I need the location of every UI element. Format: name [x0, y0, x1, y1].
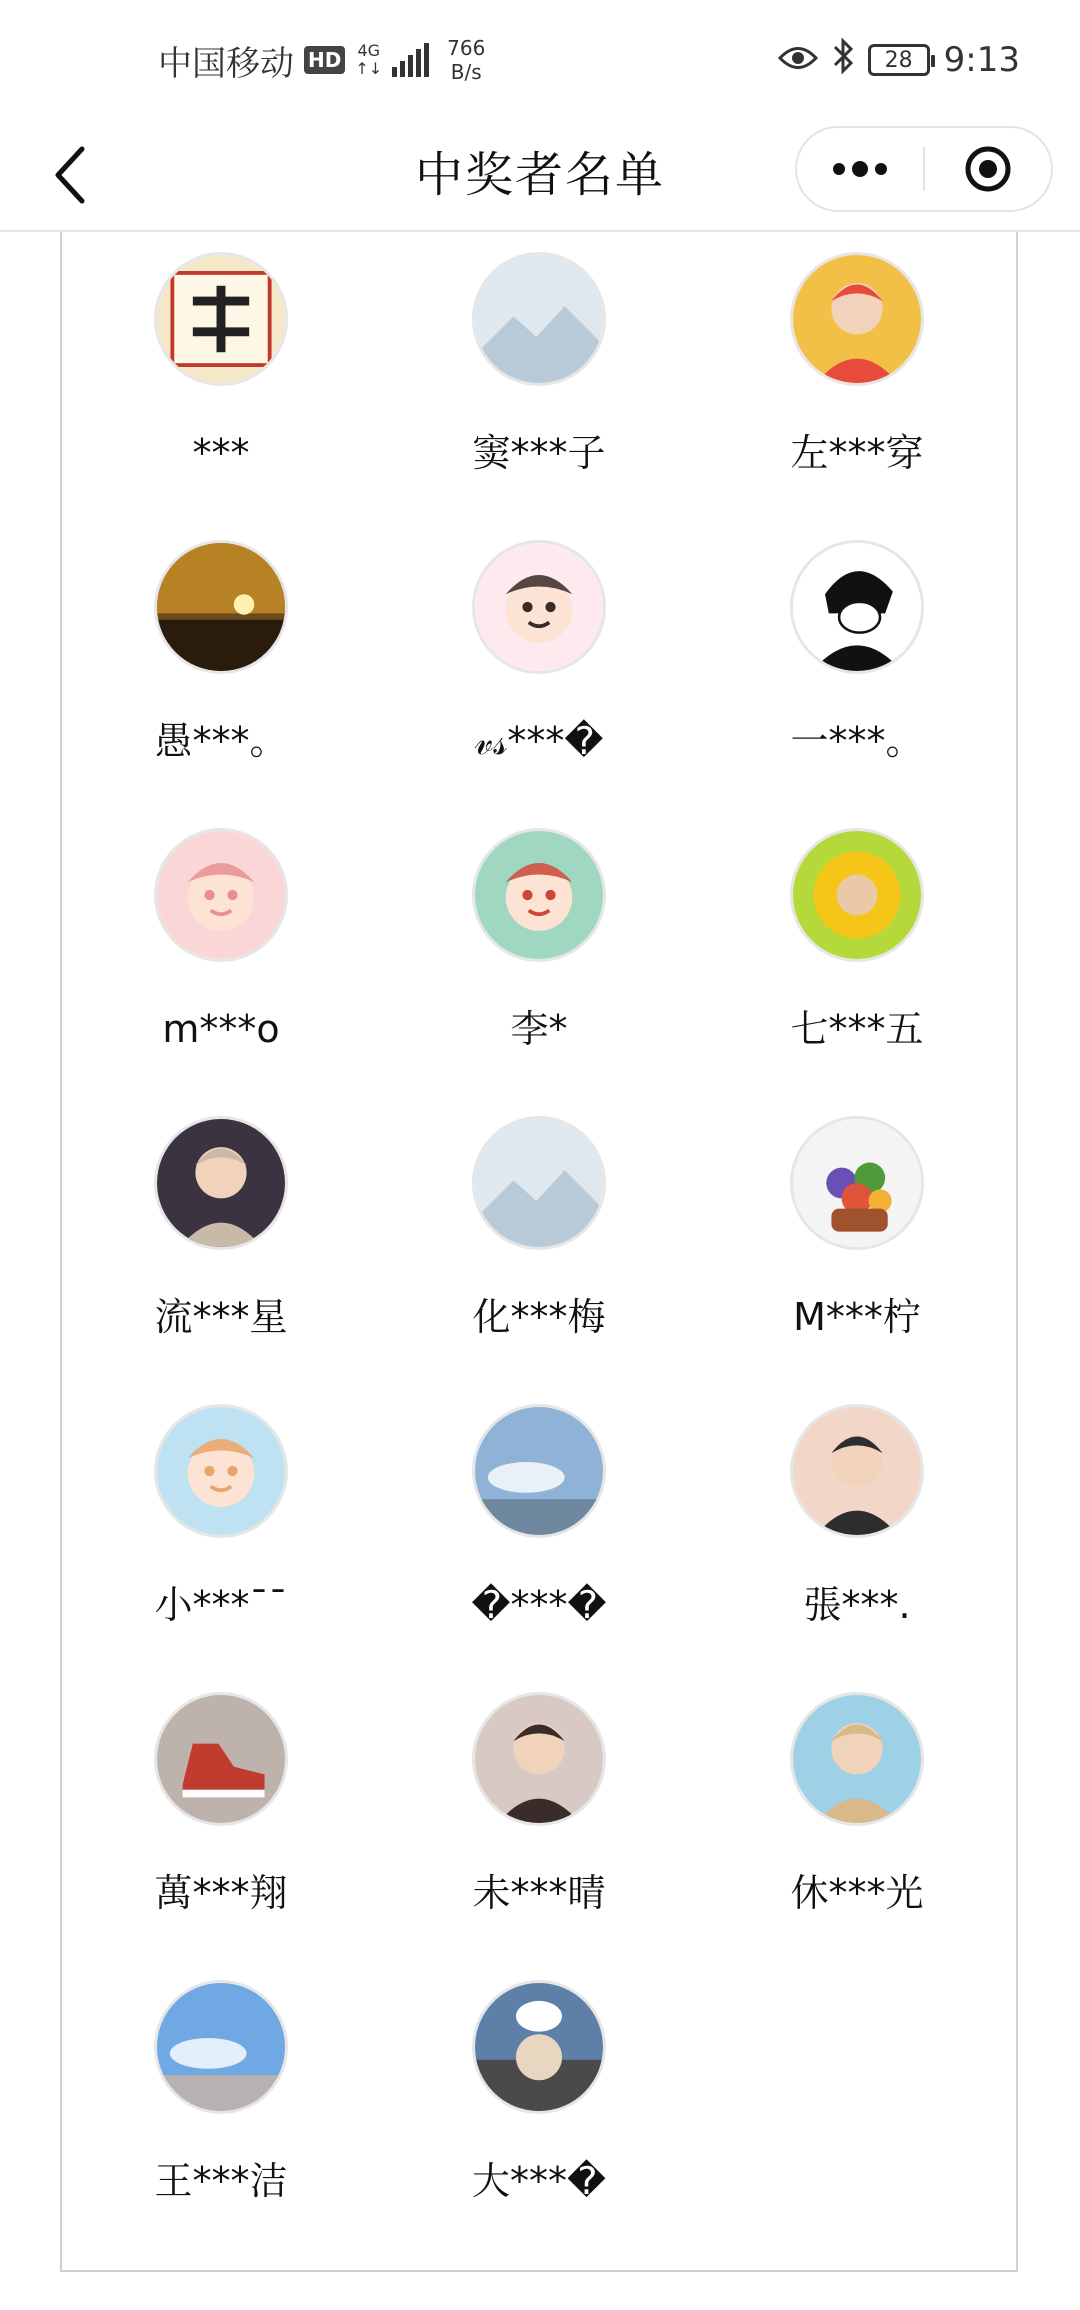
winner-name: 流***星 — [154, 1295, 288, 1339]
avatar-image — [793, 543, 921, 671]
battery-level: 28 — [884, 47, 913, 73]
winner-item — [380, 828, 698, 1116]
signal-icon — [392, 43, 429, 77]
winner-item — [698, 828, 1016, 1116]
avatar-image — [157, 543, 285, 671]
winner-item — [698, 1404, 1016, 1692]
avatar-image — [475, 1119, 603, 1247]
avatar-image — [157, 1983, 285, 2111]
winner-name: �***� — [471, 1583, 607, 1627]
battery-icon — [868, 44, 930, 76]
winner-name: 窦***子 — [472, 431, 606, 475]
clock: 9:13 — [943, 40, 1020, 80]
winner-item — [62, 1692, 380, 1980]
winner-item — [698, 540, 1016, 828]
speed-unit: B/s — [450, 60, 482, 84]
bluetooth-icon — [832, 38, 854, 83]
more-button[interactable] — [797, 128, 923, 210]
winner-item — [62, 540, 380, 828]
winners-panel — [60, 232, 1018, 2272]
target-close-icon — [963, 144, 1013, 194]
winner-name: 七***五 — [790, 1007, 924, 1051]
winner-name: M***柠 — [793, 1295, 921, 1339]
avatar-image — [793, 1407, 921, 1535]
avatar-image — [475, 1983, 603, 2111]
eye-icon — [778, 40, 818, 80]
avatar — [790, 1116, 924, 1250]
avatar — [154, 828, 288, 962]
winners-grid — [62, 252, 1016, 2268]
winner-item — [62, 1116, 380, 1404]
avatar — [154, 1116, 288, 1250]
avatar — [472, 1692, 606, 1826]
avatar-image — [157, 1119, 285, 1247]
nav-bar — [0, 120, 1080, 232]
net-speed — [447, 36, 485, 84]
avatar — [154, 1404, 288, 1538]
avatar — [472, 1980, 606, 2114]
winner-name: *** — [192, 431, 250, 475]
avatar — [154, 1980, 288, 2114]
avatar-image — [793, 1119, 921, 1247]
carrier-label: 中国移动 — [158, 43, 294, 84]
avatar — [790, 828, 924, 962]
winner-item — [62, 1404, 380, 1692]
winner-name: 𝓋𝓈***� — [474, 719, 604, 763]
winner-name: 愚***。 — [154, 719, 288, 763]
mini-program-capsule — [795, 126, 1053, 212]
winner-name: 休***光 — [790, 1871, 924, 1915]
avatar — [472, 1404, 606, 1538]
avatar-image — [475, 255, 603, 383]
status-left — [158, 36, 485, 85]
avatar — [790, 1692, 924, 1826]
speed-value: 766 — [447, 36, 486, 60]
winner-name: 張***. — [803, 1583, 911, 1627]
avatar-image — [157, 831, 285, 959]
winner-name: 未***晴 — [472, 1871, 606, 1915]
status-right — [778, 38, 1020, 83]
winner-item — [380, 1404, 698, 1692]
more-dots-icon — [830, 159, 890, 179]
avatar-image — [793, 831, 921, 959]
winner-item — [380, 252, 698, 540]
winner-name: 一***。 — [790, 719, 924, 763]
winner-item — [698, 1116, 1016, 1404]
winner-name: 左***穿 — [790, 431, 924, 475]
avatar-image — [475, 1695, 603, 1823]
avatar-image — [157, 1695, 285, 1823]
avatar-image — [475, 543, 603, 671]
winner-name: m***o — [162, 1007, 280, 1051]
network-type — [355, 42, 382, 78]
status-bar — [0, 0, 1080, 120]
winner-item — [380, 1116, 698, 1404]
hd-badge: HD — [304, 46, 345, 74]
avatar-image — [793, 1695, 921, 1823]
page-title: 中奖者名单 — [414, 147, 665, 203]
avatar-image — [475, 831, 603, 959]
winner-name: 萬***翔 — [154, 1871, 288, 1915]
avatar — [472, 252, 606, 386]
winner-item — [698, 252, 1016, 540]
avatar-image — [157, 255, 285, 383]
winner-name: 王***洁 — [154, 2159, 288, 2203]
avatar-image — [475, 1407, 603, 1535]
avatar — [790, 1404, 924, 1538]
avatar — [154, 252, 288, 386]
winner-name: 李* — [510, 1007, 568, 1051]
avatar — [790, 252, 924, 386]
winner-item — [62, 252, 380, 540]
winner-item — [62, 1980, 380, 2268]
winner-item — [380, 540, 698, 828]
winner-name: 化***梅 — [472, 1295, 606, 1339]
network-label: 4G — [357, 41, 381, 60]
winner-name: 小***¯¯ — [154, 1583, 288, 1627]
avatar — [790, 540, 924, 674]
avatar — [472, 828, 606, 962]
avatar — [472, 1116, 606, 1250]
winner-item — [380, 1692, 698, 1980]
winner-item — [698, 1692, 1016, 1980]
close-button[interactable] — [925, 128, 1051, 210]
winner-item — [380, 1980, 698, 2268]
avatar-image — [157, 1407, 285, 1535]
network-arrows-icon: ↑↓ — [355, 59, 383, 78]
avatar-image — [793, 255, 921, 383]
avatar — [154, 540, 288, 674]
winner-item — [62, 828, 380, 1116]
avatar — [154, 1692, 288, 1826]
avatar — [472, 540, 606, 674]
winner-name: 大***� — [472, 2159, 606, 2203]
